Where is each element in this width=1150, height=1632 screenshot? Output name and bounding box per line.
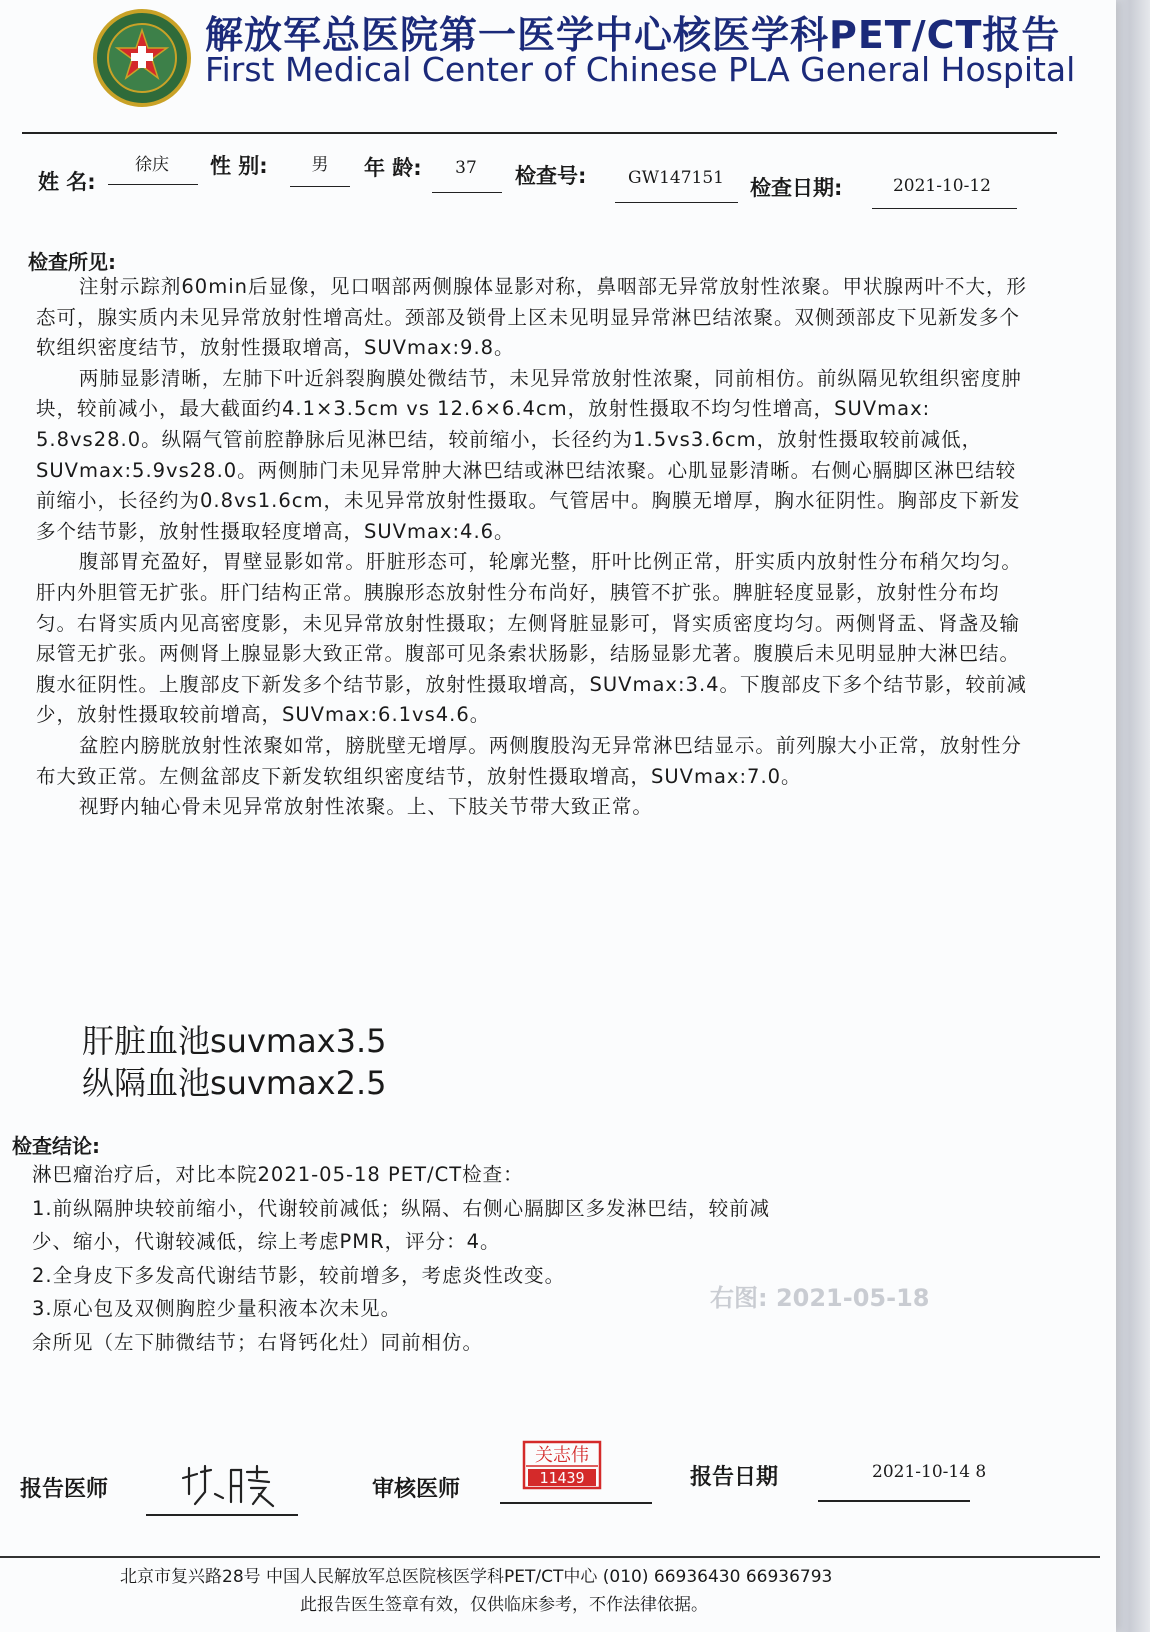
findings-paragraph: 视野内轴心骨未见异常放射性浓聚。上、下肢关节带大致正常。 (78, 795, 653, 819)
report-date-line (818, 1500, 970, 1502)
conclusion-line: 1.前纵隔肿块较前缩小，代谢较前减低；纵隔、右侧心膈脚区多发淋巴结，较前减 (32, 1196, 771, 1220)
age-label: 年 龄: (364, 156, 422, 180)
svg-text:11439: 11439 (539, 1469, 585, 1487)
findings-paragraph: 注射示踪剂60min后显像，见口咽部两侧腺体显影对称，鼻咽部无异常放射性浓聚。甲状腺两叶不大，形态可，腺实质内未见异常放射性增高灶。颈部及锁骨上区未见明显异常淋巴结浓聚。双侧颈部皮下见新发多个软组织密度结节，放射性摄取增高，SUVmax:9.8。 (36, 275, 1027, 360)
age-underline (432, 192, 502, 193)
liver-blood-pool-note: 肝脏血池suvmax3.5 (82, 1022, 387, 1060)
exam-date: 2021-10-12 (892, 176, 991, 196)
reviewer-label: 审核医师 (372, 1477, 461, 1502)
mediastinum-blood-pool-note: 纵隔血池suvmax2.5 (82, 1064, 387, 1102)
exam-no-underline (615, 202, 738, 203)
conclusion-heading: 检查结论: (12, 1134, 100, 1158)
patient-name: 徐庆 (135, 155, 169, 175)
findings-paragraph: 盆腔内膀胱放射性浓聚如常，膀胱壁无增厚。两侧腹股沟无异常淋巴结显示。前列腺大小正常，放射性分布大致正常。左侧盆部皮下新发软组织密度结节，放射性摄取增高，SUVmax:7.0。 (36, 733, 1022, 788)
patient-age: 37 (455, 158, 477, 178)
sex-label: 性 别: (210, 154, 268, 178)
patient-sex: 男 (311, 155, 329, 175)
findings-paragraph: 两肺显影清晰，左肺下叶近斜裂胸膜处微结节，未见异常放射性浓聚，同前相仿。前纵隔见软组织密度肿块，较前减小，最大截面约4.1×3.5cm vs 12.6×6.4cm，放射性摄取不均匀性增高，SUVmax: 5.8vs28.0。纵隔气管前腔静脉后见淋巴结，较前缩小，长径约为1.5vs3.6cm，放射性摄取较前减低，SUVmax:5.9vs28.0。两侧肺门未见异常肿大淋巴结或淋巴结浓聚。心肌显影清晰。右侧心膈脚区淋巴结较前缩小，长径约为0.8vs1.6cm，未见异常放射性摄取。气管居中。胸膜无增厚，胸水征阴性。胸部皮下新发多个结节影，放射性摄取轻度增高，SUVmax:4.6。 (36, 366, 1022, 543)
exam-date-label: 检查日期: (750, 176, 843, 200)
findings-heading: 检查所见: (28, 250, 116, 274)
report-date-label: 报告日期 (690, 1465, 779, 1490)
reporter-signature-line (146, 1514, 298, 1516)
conclusion-line: 少、缩小，代谢较减低，综上考虑PMR，评分：4。 (32, 1230, 501, 1253)
conclusion-line: 余所见（左下肺微结节；右肾钙化灶）同前相仿。 (32, 1330, 484, 1354)
reviewer-stamp-image (522, 1440, 602, 1490)
exam-number: GW147151 (628, 168, 724, 188)
report-title-en: First Medical Center of Chinese PLA General Hospital (205, 50, 1076, 89)
name-underline (108, 184, 198, 185)
page-edge-strip (1116, 0, 1150, 1632)
name-label: 姓 名: (38, 170, 96, 194)
conclusion-line: 淋巴瘤治疗后，对比本院2021-05-18 PET/CT检查： (32, 1163, 524, 1186)
conclusion-line: 2.全身皮下多发高代谢结节影，较前增多，考虑炎性改变。 (32, 1263, 566, 1287)
header-divider (22, 132, 1057, 134)
footer-disclaimer: 此报告医生签章有效，仅供临床参考，不作法律依据。 (300, 1595, 708, 1615)
footer-divider (0, 1556, 1100, 1558)
bleed-through-text: 右图: 2021-05-18 (710, 1284, 930, 1312)
reviewer-signature-line (500, 1502, 652, 1504)
report-title-cn: 解放军总医院第一医学中心核医学科PET/CT报告 (205, 13, 1061, 57)
exam-date-underline (872, 208, 1017, 209)
reporter-signature-image (175, 1464, 285, 1510)
findings-body (36, 272, 1036, 823)
conclusion-line: 3.原心包及双侧胸腔少量积液本次未见。 (32, 1297, 402, 1320)
hospital-logo-icon (92, 8, 192, 108)
sex-underline (290, 186, 350, 187)
footer-address: 北京市复兴路28号 中国人民解放军总医院核医学科PET/CT中心 (010) 66936430 66936793 (120, 1567, 833, 1587)
report-date: 2021-10-14 8 (872, 1462, 987, 1482)
reporter-label: 报告医师 (20, 1477, 109, 1502)
findings-paragraph: 腹部胃充盈好，胃壁显影如常。肝脏形态可，轮廓光整，肝叶比例正常，肝实质内放射性分布稍欠均匀。肝内外胆管无扩张。肝门结构正常。胰腺形态放射性分布尚好，胰管不扩张。脾脏轻度显影，放射性分布均匀。右肾实质内见高密度影，未见异常放射性摄取；左侧肾脏显影可，肾实质密度均匀。两侧肾盂、肾盏及输尿管无扩张。两侧肾上腺显影大致正常。腹部可见条索状肠影，结肠显影尤著。腹膜后未见明显肿大淋巴结。腹水征阴性。上腹部皮下新发多个结节影，放射性摄取增高，SUVmax:3.4。下腹部皮下多个结节影，较前减少，放射性摄取较前增高，SUVmax:6.1vs4.6。 (36, 550, 1028, 727)
exam-no-label: 检查号: (515, 164, 587, 188)
conclusion-body (32, 1158, 1042, 1359)
svg-text:关志伟: 关志伟 (535, 1445, 589, 1466)
